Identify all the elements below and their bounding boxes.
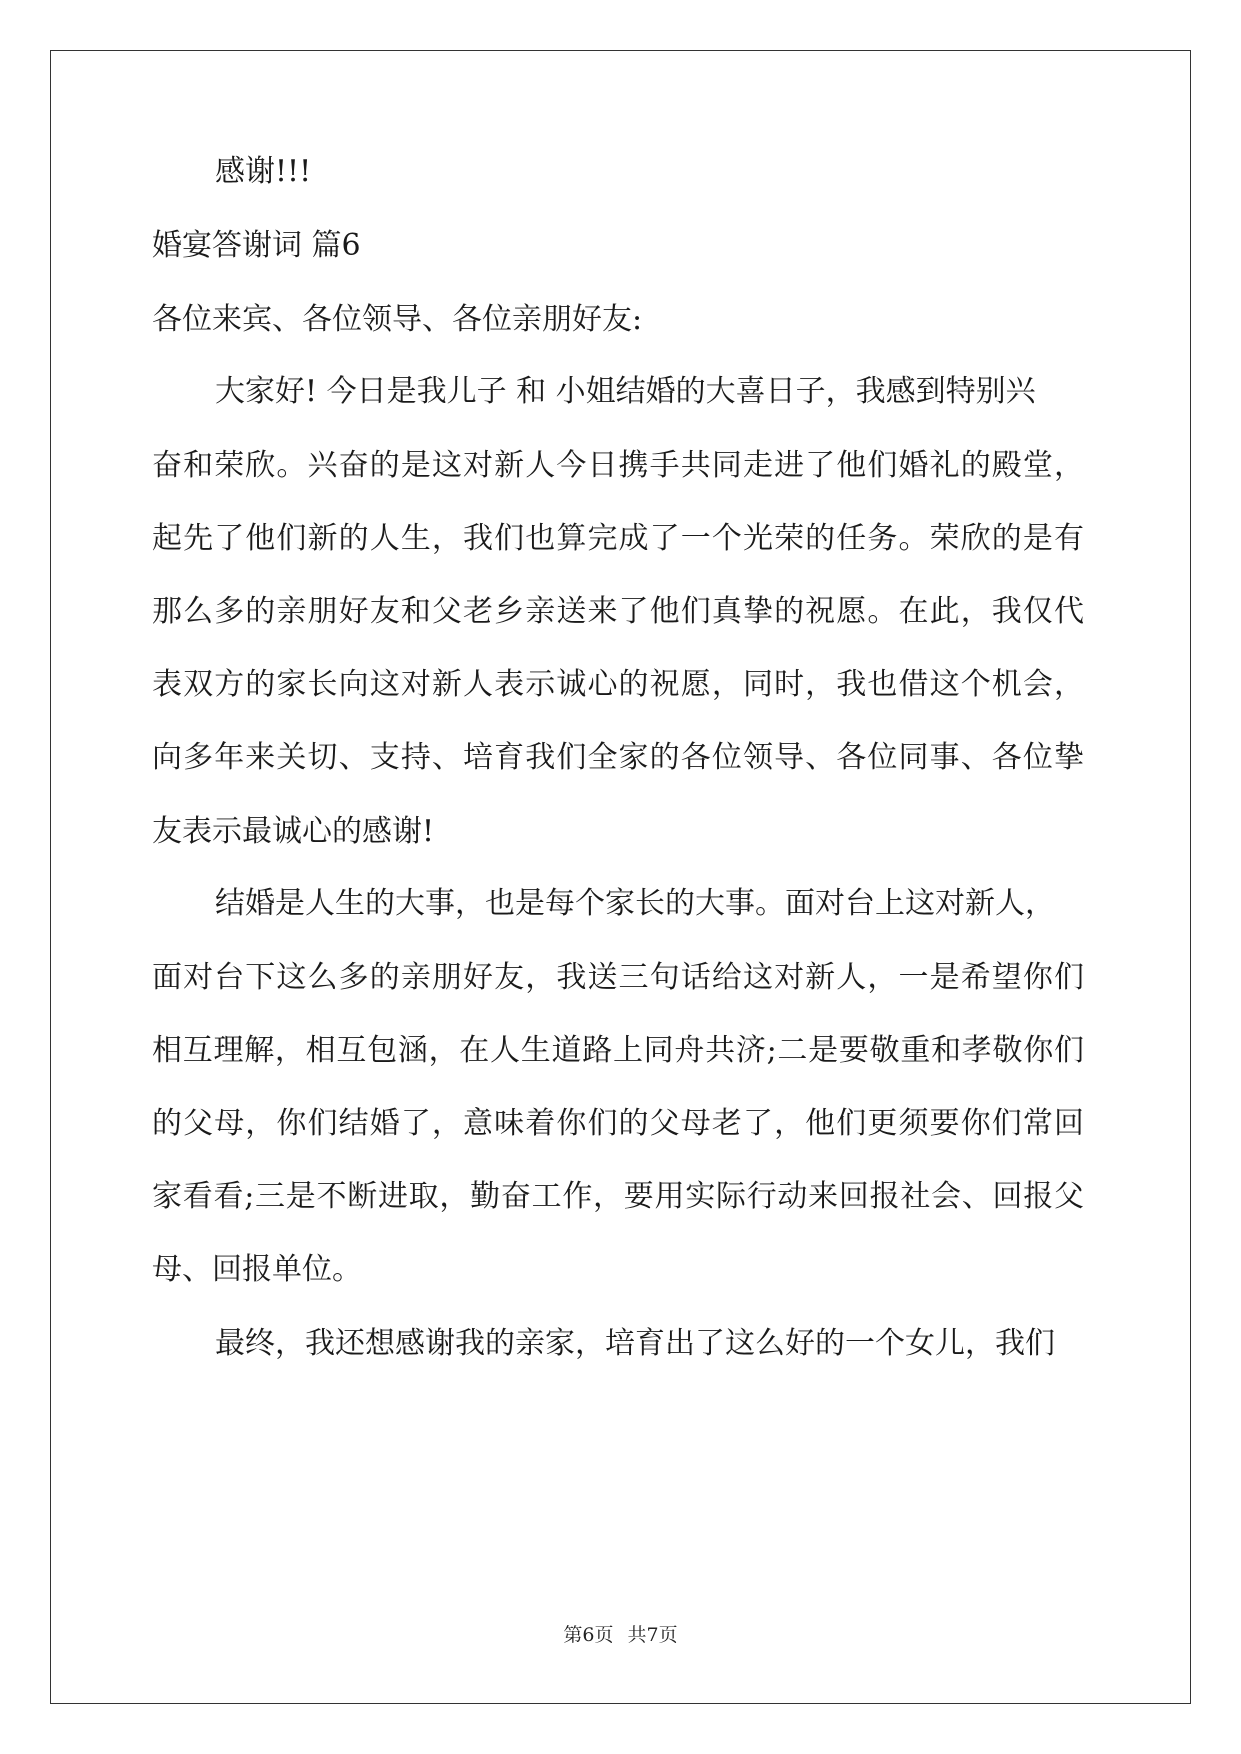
paragraph-line: 向多年来关切、支持、培育我们全家的各位领导、各位同事、各位挚 [152,740,1084,775]
page-footer [0,1623,1241,1647]
paragraph-line: 母、回报单位。 [152,1252,362,1287]
paragraph-line: 起先了他们新的人生，我们也算完成了一个光荣的任务。荣欣的是有 [152,521,1084,556]
paragraph-line: 的父母，你们结婚了，意味着你们的父母老了，他们更须要你们常回 [152,1106,1084,1141]
closing-thanks: 感谢!!! [215,154,312,189]
paragraph-line: 友表示最诚心的感谢! [152,814,435,849]
paragraph-line: 奋和荣欣。兴奋的是这对新人今日携手共同走进了他们婚礼的殿堂， [152,448,1084,483]
salutation: 各位来宾、各位领导、各位亲朋好友: [152,302,643,337]
page-frame [50,50,1191,1704]
page-total: 共7页 [627,1624,678,1646]
section-heading: 婚宴答谢词 篇6 [152,228,361,263]
paragraph-line: 结婚是人生的大事，也是每个家长的大事。面对台上这对新人， [215,886,1055,921]
paragraph-line: 家看看;三是不断进取，勤奋工作，要用实际行动来回报社会、回报父 [152,1179,1084,1214]
paragraph-line: 相互理解，相互包涵，在人生道路上同舟共济;二是要敬重和孝敬你们 [152,1033,1084,1068]
paragraph-line: 那么多的亲朋好友和父老乡亲送来了他们真挚的祝愿。在此，我仅代 [152,594,1084,629]
paragraph-line: 大家好! 今日是我儿子 和 小姐结婚的大喜日子，我感到特别兴 [215,374,1036,409]
paragraph-line: 最终，我还想感谢我的亲家，培育出了这么好的一个女儿，我们 [215,1326,1055,1361]
page-number: 第6页 [563,1624,614,1646]
paragraph-line: 表双方的家长向这对新人表示诚心的祝愿，同时，我也借这个机会， [152,667,1084,702]
paragraph-line: 面对台下这么多的亲朋好友，我送三句话给这对新人，一是希望你们 [152,960,1084,995]
